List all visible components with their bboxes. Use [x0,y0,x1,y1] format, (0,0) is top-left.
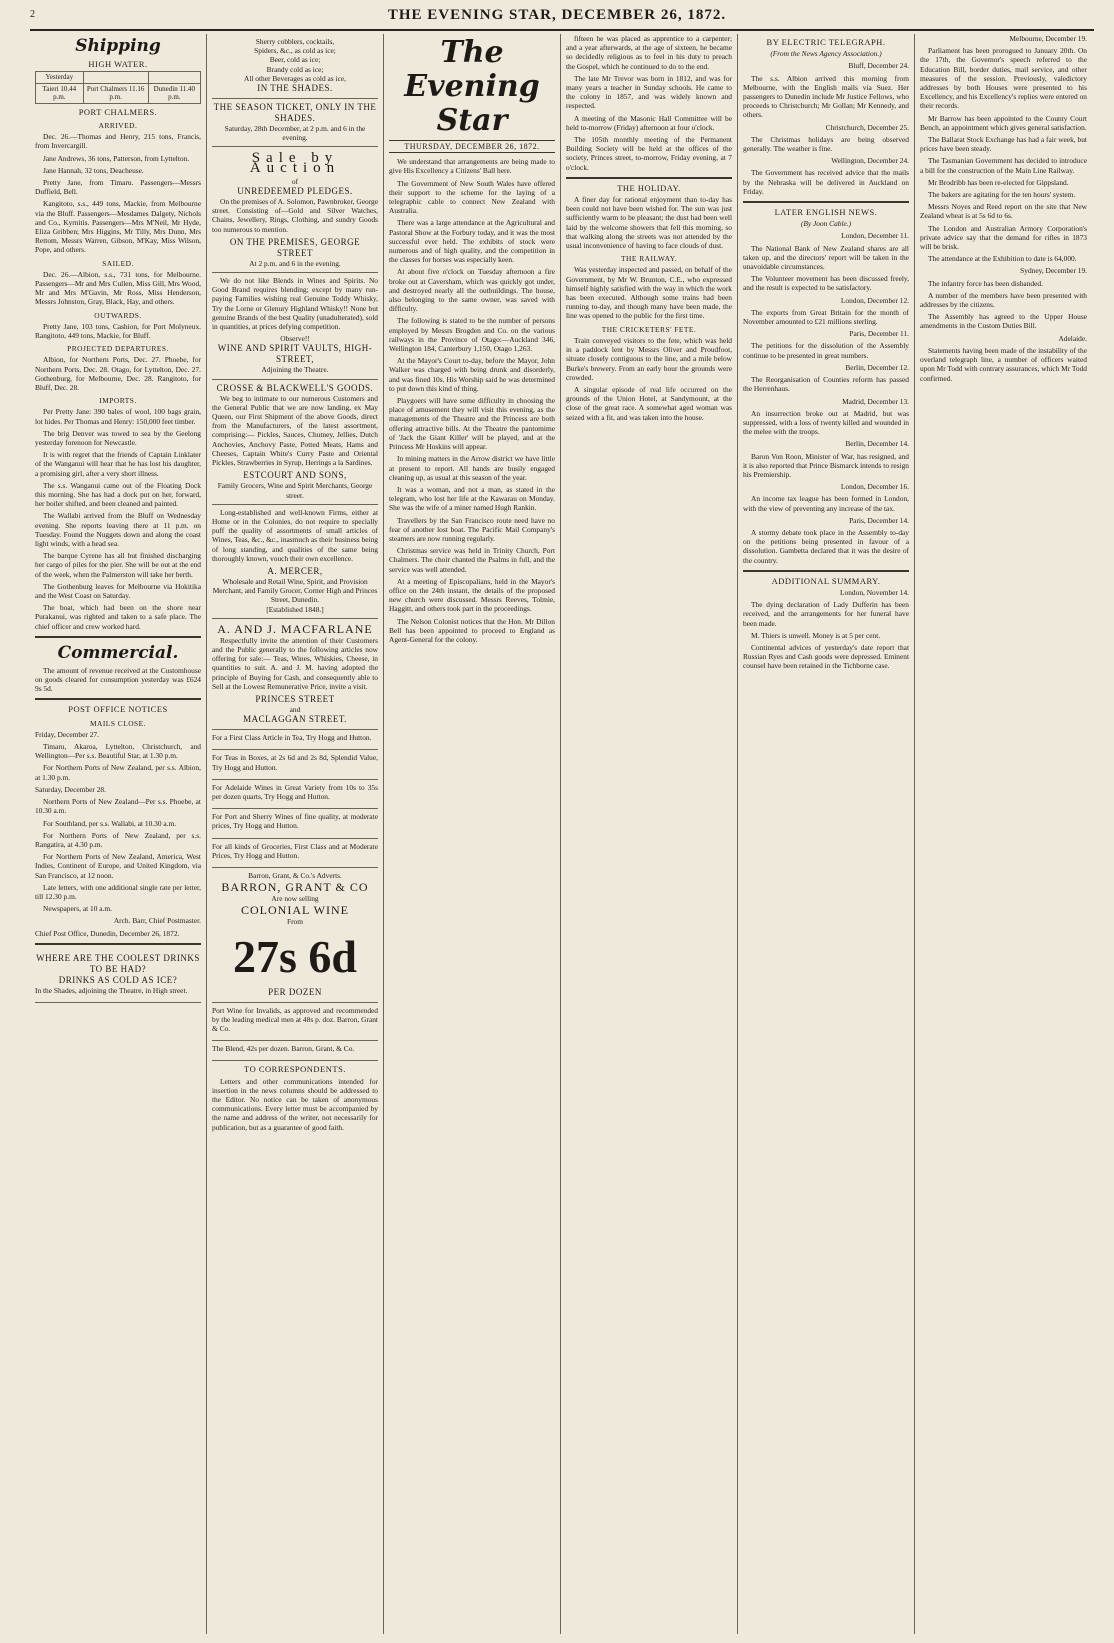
hogg-hutton-ad [212,730,378,750]
divider [743,570,909,572]
newspaper-title: The Evening Star [404,35,540,138]
ad-subline: DRINKS AS COLD AS ICE? [58,974,178,985]
tide-cell: Dunedin 11.40 p.m. [148,83,200,103]
ad-text: and [289,704,301,714]
shipping-news: The Wallabi arrived from the Bluff on Wednesday evening. She reports leaving there at 11 p.m. on Tuesday. Found the Nuggets down and along the coast light winds, with a head sea. [35,511,201,549]
news-paragraph: The dying declaration of Lady Dufferin has been received, and the arrangements for her funeral have been made. [743,600,909,628]
news-paragraph: The s.s. Albion arrived this morning from Melbourne, with the English mails via Suez. Her passengers to Dunedin include Mr Justice Fellows, who proceeds to Christchurch; Mr Gollan; Mr Kennedy, and others. [743,73,909,120]
editorial-dateline: THURSDAY, DECEMBER 26, 1872. [389,140,555,153]
ad-text: We beg to intimate to our numerous Customers and the General Public that we are now landing, ex May Queen, our First Shipment of the above Goods, direct from the Manufacturers, of the latest assortment, comprising:— Pickles, Sauces, Chutney, Jellies, Dutch Anchovies, Anchovy Paste, Potted Meats, Hams and Cheeses, Captain White's Curry Paste and Oriental Pickles, Strawberries in Syrup, Herrings a la Sardines. [212,393,378,468]
divider [743,201,909,203]
column-3 [384,34,561,1634]
news-paragraph: Playgoers will have some difficulty in choosing the place of amusement they will visit this evening, as the managements of the Theatre and the Princess are both offering attractive bills. At the Theatre the pantomime of 'Jack the Giant Killer' will be played, and at the Princess Mr Hoskins will appear. [389,396,555,452]
dateline: Madrid, December 13. [842,396,909,406]
news-paragraph: Train conveyed visitors to the fete, which was held in a paddock lent by Messrs Oliver and Proudfoot, situate closely contiguous to the line, and a mile below Burke's brewery. From an early hour the grounds were crowded. [566,335,732,382]
ad-text: Saturday, 28th December, at 2 p.m. and 6 in the evening. [224,124,366,143]
correspondents-heading: TO CORRESPONDENTS. [244,1064,346,1075]
mercer-ad [212,505,378,619]
ad-headline: CROSSE & BLACKWELL'S GOODS. [216,382,374,393]
outwards-heading: OUTWARDS. [94,310,142,320]
ad-text: For all kinds of Groceries, First Class and at Moderate Prices, Try Hogg and Hutton. [212,841,378,860]
ad-subheadline: MACLAGGAN STREET. [243,714,347,725]
ad-text: For Adelaide Wines in Great Variety from 10s to 35s per dozen quarts, Try Hogg and Hutton. [212,782,378,801]
post-office-dateline: Chief Post Office, Dunedin, December 26, 1872. [35,928,180,938]
dateline: Wellington, December 24. [831,156,909,166]
mail-entry: Late letters, with one additional single rate per letter, till 12.30 p.m. [35,882,201,901]
ad-text: For a First Class Article in Tea, Try Hogg and Hutton. [212,733,372,743]
news-paragraph: Mr Barrow has been appointed to the County Court Bench, an appointment which gives general satisfaction. [920,113,1087,132]
dateline: Christchurch, December 25. [825,122,909,132]
news-paragraph: A stormy debate took place in the Assembly to-day on the petitions being presented in favour of a dissolution. Gambetta declared that it was the desire of the country. [743,527,909,565]
ad-text: For Teas in Boxes, at 2s 6d and 2s 8d, Splendid Value, Try Hogg and Hutton. [212,753,378,772]
running-head: THE EVENING STAR, DECEMBER 26, 1872. [387,6,727,23]
news-paragraph: In mining matters in the Arrow district we have little at present to report. All hands are busily engaged cleaning up, as usual at this season of the year. [389,454,555,482]
ad-headline: IN THE SHADES. [257,83,333,94]
news-paragraph: Christmas service was held in Trinity Church, Port Chalmers. The choir chanted the Psalms in full, and the service was well attended. [389,546,555,574]
ad-line: Spiders, &c., as cold as ice; [254,46,336,56]
divider [35,943,201,945]
news-paragraph: The Nelson Colonist notices that the Hon. Mr Dillon Bell has been appointed to proceed to England as Agent-General for the colony. [389,616,555,644]
mail-entry: Newspapers, at 10 a.m. [43,904,112,914]
mail-entry: For Southland, per s.s. Wallabi, at 10.30 a.m. [43,818,177,828]
ad-subheadline: A. MERCER, [267,565,323,576]
news-paragraph: The Christmas holidays are being observed generally. The weather is fine. [743,134,909,154]
dateline: London, November 14. [840,587,909,597]
mail-entry: Northern Ports of New Zealand—Per s.s. Phoebe, at 10.30 a.m. [35,797,201,816]
news-paragraph: The petitions for the dissolution of the Assembly continue to be presented in great numbers. [743,341,909,360]
english-news-source: (By Joon Cable.) [800,219,852,229]
arrived-entry: Kangitoto, s.s., 449 tons, Mackie, from Melbourne via the Bluff. Passengers—Mesdames Dalgety, Nichols and Co., Kyrnitis. Passengers—Mrs M'Neil, Mr Hyde, Eliza Gribben; Mrs Higgins, Mr Tilly, Mrs Dunn, Mrs Rettom, Messrs Warren, Gibson, M'Kay, Miss Wilson, Pope, and others. [35,199,201,255]
imports-entry: Per Pretty Jane: 390 bales of wool, 100 bags grain, lot hides. Per Thomas and Henry: 150,000 feet timber. [35,407,201,426]
holiday-heading: THE HOLIDAY. [617,182,681,193]
dateline: London, December 12. [840,295,909,305]
news-paragraph: At the Mayor's Court to-day, before the Mayor, John Walker was charged with being drunk and disorderly, and was fined 10s. His Worship said he was determined to put down this kind of thing. [389,356,555,393]
shipping-news: It is with regret that the friends of Captain Linklater of the Wanganui will hear that he has lost his daughter, a promising girl, after a very short illness. [35,450,201,478]
imports-heading: IMPORTS. [99,396,137,406]
news-paragraph: The National Bank of New Zealand shares are all taken up, and the directors' report will be taken in the unavoidable circumstances. [743,243,909,272]
divider [35,636,201,638]
page-number: 2 [30,9,35,20]
news-paragraph: fifteen he was placed as apprentice to a carpenter; and a year afterwards, at the age of sixteen, he became so decidedly religious as to feel in his duty to preach the Gospel, which he continued to do to the end. [566,34,732,71]
news-paragraph: The Assembly has agreed to the Upper House amendments in the Custom Duties Bill. [920,312,1087,331]
mail-entry: Saturday, December 28. [35,784,106,794]
news-paragraph: The London and Australian Armory Corporation's private advice say that the demand for rifles in 1873 will be brisk. [920,223,1087,252]
tide-cell: Yesterday [36,72,84,84]
ad-headline: COLONIAL WINE [241,903,349,918]
ad-subheadline: UNREDEEMED PLEDGES. [237,186,353,197]
news-paragraph: An insurrection broke out at Madrid, but was suppressed, with a loss of twenty killed and wounded in the melee with the troops. [743,408,909,437]
ad-text: In the Shades, adjoining the Theatre, in High street. [35,985,188,995]
dateline: Melbourne, December 19. [1009,34,1087,43]
ad-line: All other Beverages as cold as ice, [244,73,346,83]
tide-cell: Port Chalmers 11.16 p.m. [83,83,148,103]
ad-subheadline: WINE AND SPIRIT VAULTS, HIGH-STREET, [217,343,373,365]
projected-entry: Albion, for Northern Ports, Dec. 27. Phoebe, for Northern Ports, Dec. 28. Otago, for Lyttelton, Dec. 27. Gothenburg, for Melbourne, Dec. 28. Rangitoto, for Bluff, Dec. 28. [35,355,201,392]
shipping-heading: Shipping [75,36,161,56]
sailed-entry: Dec. 26.—Albion, s.s., 731 tons, for Melbourne. Passengers—Mr and Mrs Cullen, Miss Gill, Mrs Wood, Mr and Mrs M'Gavin, Mr Ross, Miss Henderson, Messrs Johnston, Gray, Black, Hay, and others. [35,269,201,307]
ad-headline: WHERE ARE THE COOLEST DRINKS TO BE HAD? [36,952,200,974]
dateline: Sydney, December 19. [1020,266,1087,276]
arrived-entry: Dec. 26.—Thomas and Henry, 215 tons, Francis, from Invercargill. [35,132,201,151]
news-paragraph: A singular episode of real life occurred on the grounds of the Union Hotel, at Sandymount, at the close of the great race. A somewhat aged woman was seized with a fit, and was taken into the house. [566,384,732,422]
tide-table [35,71,201,104]
news-paragraph: The Volunteer movement has been discussed freely, and the result is expected to be satisfactory. [743,274,909,293]
port-chalmers-heading: PORT CHALMERS. [78,106,158,117]
ad-headline: A. AND J. MACFARLANE [217,621,373,636]
dateline: London, December 16. [840,482,909,492]
shipping-news: The barque Cyrene has all but finished discharging her cargo of piles for the pier. She will be out at the end of the week, when the Palmerston will take her berth. [35,551,201,579]
news-paragraph: A number of the members have been presented with addresses by the citizens. [920,290,1087,310]
shipping-news: The boat, which had been on the shore near Purakanui, was righted and taken to a safe place. The chief officer and crew worked hard. [35,603,201,631]
news-paragraph: The infantry force has been disbanded. [928,278,1043,288]
shipping-news: The s.s. Wanganui came out of the Floating Dock this morning. She has had a dock put on her, forward, her boiler shifted, and been cleaned and painted. [35,480,201,509]
projected-heading: PROJECTED DEPARTURES. [67,344,169,354]
column-6 [915,34,1092,1634]
sailed-heading: SAILED. [102,258,134,268]
coolest-drinks-ad [35,950,201,1003]
news-paragraph: Was yesterday inspected and passed, on behalf of the Government, by Mr W. Brunton, C.E., who expressed himself highly satisfied with the way in which the work has been executed. Although some trains had been running to-day, and though many have been made, the line was opened to the public for the first time. [566,265,732,321]
tide-cell [148,72,200,84]
dateline: Bluff, December 24. [848,61,909,71]
high-water-heading: HIGH WATER. [88,59,148,69]
hogg-hutton-ad [212,809,378,838]
ad-subheadline: PRINCES STREET [255,693,335,704]
ad-text: Are now selling [271,894,319,904]
dateline: Paris, December 11. [849,329,909,339]
correspondents-text: Letters and other communications intended for insertion in the news columns should be addressed to the Editor. No notice can be taken of anonymous communications. Every letter must be accompanied by the name and address of the writer, not necessarily for publication, but as a guarantee of good faith. [212,1076,378,1132]
fete-subheading: THE CRICKETERS' FETE. [601,324,697,334]
commercial-heading: Commercial. [57,642,179,663]
news-paragraph: The following is stated to be the number of persons employed by Messrs Brogden and Co. on the various railways in the Province of Otago:—Auckland 346, Wellington 184, Canterbury 1,150, Otago 1,263. [389,316,555,354]
news-paragraph: At a meeting of Episcopalians, held in the Mayor's office on the 24th instant, the details of the proposed new church were discussed. Messrs Reeves, Tolmie, Haggitt, and others took part in the proceedings. [389,576,555,614]
arrived-entry: Pretty Jane, from Timaru. Passengers—Messrs Duffield, Bell. [35,177,201,197]
news-paragraph: The bakers are agitating for the ten hours' system. [928,190,1076,200]
ad-line: Beer, cold as ice; [269,55,321,65]
divider [35,698,201,700]
auction-ad [212,147,378,273]
news-paragraph: The 105th monthly meeting of the Permanent Building Society will be held at the offices of the society, Princes street, to-morrow, Friday evening, at 7 o'clock. [566,135,732,172]
arrived-entry: Jane Hannah, 32 tons, Deacheuse. [43,165,144,175]
telegraph-source: (From the News Agency Association.) [770,49,882,59]
top-rule [30,29,1094,31]
mail-entry: For Northern Ports of New Zealand, America, West Indies, Continent of Europe, and United Kingdom, via San Francisco, at 12 noon. [35,852,201,880]
wine-price: 27s 6d [233,930,357,982]
news-paragraph: A finer day for rational enjoyment than to-day has been could not have been wished for. The sun was just sufficiently warm to be pleasant; the dust had been well laid by the welcome showers that fell this morning, so that walking along the streets was not attended by the usual inconvenience of having to face clouds of dust. [566,195,732,251]
news-paragraph: The Tasmanian Government has decided to introduce a bill for the construction of the Main Line Railway. [920,156,1087,175]
railway-subheading: THE RAILWAY. [621,254,677,264]
news-paragraph: Mr Brodribb has been re-elected for Gippsland. [928,177,1069,187]
column-2 [207,34,384,1634]
blend-ad [212,1041,378,1061]
ad-line: Sherry cobblers, cocktails, [255,37,335,46]
news-paragraph: Messrs Noyes and Reed report on the site that New Zealand wheat is at 5s 6d to 6s. [920,202,1087,221]
ad-text: Wholesale and Retail Wine, Spirit, and Provision Merchant, and Family Grocer, Corner High and Princes Street, Dunedin. [212,576,378,605]
news-paragraph: The late Mr Trevor was born in 1812, and was for many years a teacher in Sunday schools. He came to the colony in 1857, and was widely known and respected. [566,73,732,111]
whisky-ad [212,273,378,380]
column-5 [738,34,915,1634]
port-wine-ad [212,1003,378,1042]
crosse-blackwell-ad [212,380,378,505]
divider [566,177,732,179]
tide-cell: Taieri 10.44 p.m. [36,83,84,103]
ad-line: Brandy cold as ice; [266,64,324,74]
shipping-news: The brig Denver was towed to sea by the Geelong yesterday forenoon for Newcastle. [35,428,201,447]
mails-close-heading: MAILS CLOSE. [89,718,147,728]
postmaster-signature: Arch. Barr, Chief Postmaster. [113,916,201,926]
masthead [0,0,1114,30]
ad-text: Respectfully invite the attention of their Customers and the Public generally to the following articles now offering for sale:— Teas, Wines, Whiskies, Cheese, in quantities to suit. A. and J. M. having adopted the principle of Buying for Cash, and consequently able to Sell at the Lowest Remunerative Price, invite a visit. [212,635,378,691]
commercial-text: The amount of revenue received at the Customhouse on goods cleared for consumption yesterday was £624 9s 5d. [35,665,201,694]
ad-text: Family Grocers, Wine and Spirit Merchants, George street. [217,481,373,500]
ad-text: Port Wine for Invalids, as approved and recommended by the leading medical men at 48s p. doz. Barron, Grant & Co. [212,1005,378,1033]
mail-entry: For Northern Ports of New Zealand, per s.s. Rangatira, at 4.30 p.m. [35,830,201,849]
news-paragraph: It was a woman, and not a man, as stated in the telegram, who lost her life at the Kawarau on Monday. She was the wife of a miner named Hugh Rankin. [389,484,555,513]
english-news-heading: LATER ENGLISH NEWS. [774,207,878,218]
ad-subheadline: ON THE PREMISES, GEORGE STREET [229,236,361,258]
cobblers-ad [212,34,378,99]
ad-text: We do not like Blends in Wines and Spirits. No Good Brand requires blending; except by many run-paying Families wishing real Genuine Toddy Whisky, Try the Lorne or Glenury Highland Whisky!! None but genuine Brands of the best Quality (unadulterated), sold in quantities, at prices defying competition. [212,276,378,332]
mail-entry: Timaru, Akaroa, Lyttelton, Christchurch, and Wellington—Per s.s. Beautiful Star, at 1.30 p.m. [35,742,201,761]
news-paragraph: There was a large attendance at the Agricultural and Pastoral Show at the Forbury today, and it was the most successful ever held. The exhibits of stock were numerous and of high quality, and the competition in the classes for horses was especially keen. [389,218,555,265]
dateline: Paris, December 14. [849,515,909,525]
ad-text: Barron, Grant, & Co.'s Adverts. [248,870,342,880]
dateline: London, December 11. [841,231,909,241]
news-paragraph: Baron Von Roon, Minister of War, has resigned, and it is also reported that Prince Bismarck intends to resign his Premiership. [743,451,909,479]
news-paragraph: At about five o'clock on Tuesday afternoon a fire broke out at Caversham, which was quickly got under, and destroyed nearly all the outbuildings. The house, also belonging to the same owner, was saved with difficulty. [389,267,555,314]
telegraph-heading: BY ELECTRIC TELEGRAPH. [766,37,886,47]
column-4 [561,34,738,1634]
dateline: Berlin, December 14. [845,439,909,449]
news-paragraph: Parliament has been prorogued to January 20th. On the 17th, the Governor's speech referred to the Education Bill, border duties, mail service, and other measures of the session. Previously, valedictory addresses by both Houses were presented to his Excellency, and his Excellency's replies were entered on their records. [920,46,1087,111]
news-paragraph: Statements having been made of the instability of the overland telegraph line, a number of officers waited upon Mr Todd with contrary assurances, which Mr Todd confirmed. [920,345,1087,383]
ad-text: Long-established and well-known Firms, either at Home or in the Colonies, do not require to specially puff the quality of assortments of small articles of Wines, Teas, &c., &c., inasmuch as their business being of long standing, and qualities of the same being thoroughly known, vouch their own excellence. [212,507,378,563]
arrived-heading: ARRIVED. [98,120,138,130]
ad-text: At 2 p.m. and 6 in the evening. [249,258,341,268]
news-paragraph: A meeting of the Masonic Hall Committee will be held to-morrow (Friday) afternoon at four o'clock. [566,113,732,132]
hogg-hutton-ad [212,839,378,868]
hogg-hutton-ad [212,780,378,809]
season-ticket-ad [212,99,378,147]
news-paragraph: The attendance at the Exhibition to date is 64,000. [928,254,1077,264]
news-paragraph: Travellers by the San Francisco route need have no fear of another lost boat. The Pacific Mail Company's steamers are now running regularly. [389,515,555,543]
ad-text: On the premises of A. Solomon, Pawnbroker, George street. Consisting of—Gold and Silver Watches, Chains, Jewellery, Rings, Clothing, and sundry Goods too numerous to mention. [212,197,378,234]
hogg-hutton-ad [212,750,378,779]
news-paragraph: An income tax league has been formed in London, with the view of preventing any increase of the tax. [743,494,909,513]
ad-text: of [291,176,299,186]
arrived-entry: Jane Andrews, 36 tons, Patterson, from Lyttelton. [43,153,190,163]
news-paragraph: M. Thiers is unwell. Money is at 5 per cent. [751,630,881,640]
outwards-entry: Pretty Jane, 103 tons, Cashion, for Port Molyneux. Rangitoto, 449 tons, Mackie, for Bluff. [35,321,201,340]
news-paragraph: The Government of New South Wales have offered their support to the scheme for the laying of a telegraphic cable to connect New Zealand with Australia. [389,178,555,216]
ad-subheadline: PER DOZEN [268,986,322,997]
news-paragraph: We understand that arrangements are being made to give His Excellency a Citizens' Ball here. [389,157,555,176]
auction-headline: Sale by Auction [249,150,341,176]
post-office-heading: POST OFFICE NOTICES [68,704,168,715]
ad-text: Observe!! [280,334,310,344]
mail-entry: Friday, December 27. [35,729,99,739]
news-paragraph: The Ballarat Stock Exchange has had a fair week, but prices have been steady. [920,135,1087,154]
ad-text: For Port and Sherry Wines of fine quality, at moderate prices, Try Hogg and Hutton. [212,812,378,831]
column-1 [30,34,207,1634]
macfarlane-ad [212,619,378,730]
shipping-news: The Gothenburg leaves for Melbourne via Hokitika and the West Coast on Saturday. [35,581,201,601]
barron-grant-ad [212,868,378,1003]
news-paragraph: The Reorganisation of Counties reform has passed the Herrenhaus. [743,375,909,394]
ad-text: Adjoining the Theatre. [261,365,329,375]
ad-text: From [286,917,303,927]
news-paragraph: The Government has received advice that the mails by the Nebraska will be delivered in Auckland on Friday. [743,168,909,196]
ad-subheadline: ESTCOURT AND SONS, [243,470,347,481]
news-paragraph: Continental advices of yesterday's date report that Russian Ryes and Cash goods were depressed. Eminent counsel have been retained in the Tichborne case. [743,642,909,671]
tide-cell [83,72,148,84]
dateline: Adelaide. [1058,333,1087,343]
columns [30,34,1096,1634]
summary-heading: ADDITIONAL SUMMARY. [771,575,881,586]
ad-text: The Blend, 42s per dozen. Barron, Grant, & Co. [212,1044,355,1054]
dateline: Berlin, December 12. [845,362,909,372]
ad-headline: THE SEASON TICKET, ONLY IN THE SHADES. [213,102,377,124]
news-paragraph: The exports from Great Britain for the month of November amounted to £21 millions sterling. [743,307,909,327]
ad-text: [Established 1848.] [266,604,324,614]
ad-headline: BARRON, GRANT & CO [221,880,369,895]
mail-entry: For Northern Ports of New Zealand, per s.s. Albion, at 1.30 p.m. [35,763,201,782]
